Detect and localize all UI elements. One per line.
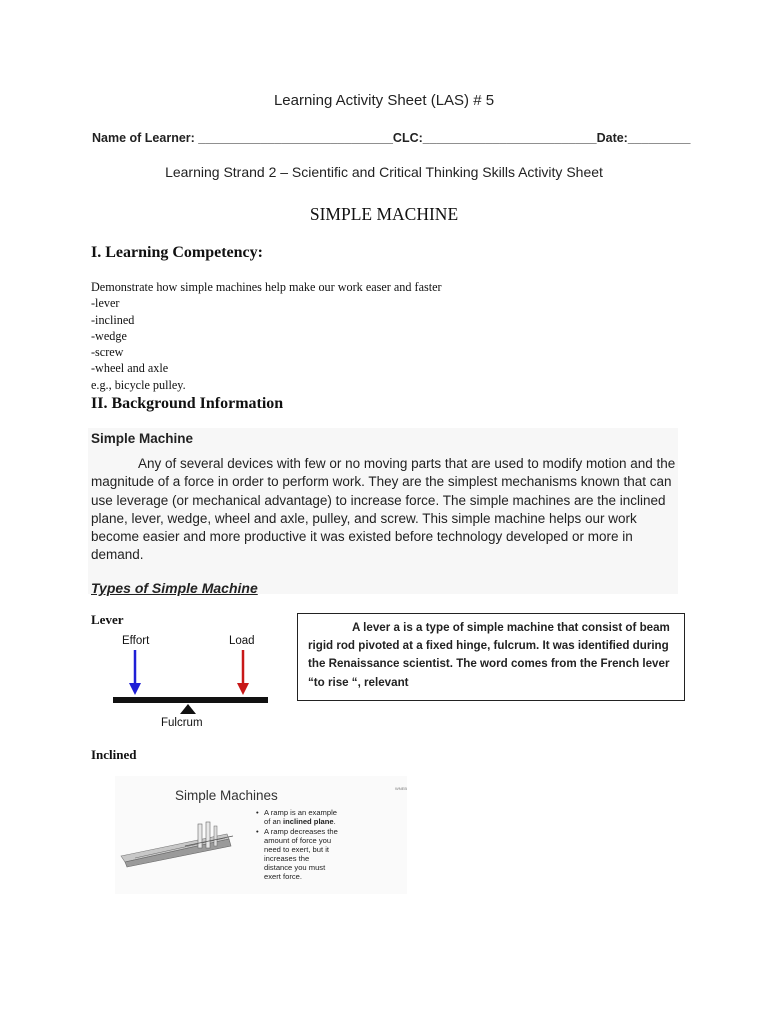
lever-label: Lever bbox=[91, 612, 124, 627]
section-heading-competency: I. Learning Competency: bbox=[91, 244, 263, 261]
ramp-bullet-line: distance you must bbox=[264, 863, 326, 872]
competency-line: -inclined bbox=[91, 312, 135, 327]
load-arrow bbox=[237, 650, 249, 695]
ramp-illustration bbox=[121, 822, 233, 867]
bullet-dot: • bbox=[256, 808, 259, 817]
bullet-dot: • bbox=[256, 827, 259, 836]
simple-machine-heading: Simple Machine bbox=[91, 431, 194, 446]
main-title: SIMPLE MACHINE bbox=[309, 204, 459, 224]
ramp-bullet-line: exert force. bbox=[264, 872, 302, 881]
section-heading-background: II. Background Information bbox=[91, 395, 284, 412]
lever-description: A lever a is a type of simple machine that consist of beam rigid rod pivoted at a fixed hinge, fulcrum. It was identified during the Renaissance scientist. The word comes from the French lever “to rise “, relevant bbox=[308, 621, 670, 689]
competency-list bbox=[91, 279, 442, 393]
competency-line: -wheel and axle bbox=[91, 361, 169, 376]
lever-description-box bbox=[297, 613, 685, 701]
effort-label: Effort bbox=[122, 635, 150, 647]
competency-line: Demonstrate how simple machines help make our work easer and faster bbox=[91, 280, 442, 294]
types-heading: Types of Simple Machine bbox=[91, 580, 258, 596]
load-label: Load bbox=[229, 635, 255, 647]
ramp-bullet-line: need to exert, but it bbox=[264, 845, 330, 854]
ramp-bullet-line: increases the bbox=[264, 854, 310, 863]
lever-diagram bbox=[100, 628, 300, 736]
lever-beam bbox=[113, 697, 268, 703]
competency-line: e.g., bicycle pulley. bbox=[91, 377, 186, 392]
competency-line: -wedge bbox=[91, 328, 127, 343]
ramp-bullet-line: amount of force you bbox=[264, 836, 332, 845]
inclined-plane-image bbox=[115, 776, 407, 894]
ramp-bullet-line: of an inclined plane. bbox=[264, 817, 336, 826]
fulcrum-label: Fulcrum bbox=[161, 717, 203, 729]
learner-info-line: Name of Learner: ____________________________CLC:_________________________Date:_________ bbox=[92, 131, 691, 145]
inclined-label: Inclined bbox=[91, 747, 137, 762]
simple-machine-paragraph: Any of several devices with few or no moving parts that are used to modify motion and the magnitude of a force in order to perform work. They are the simplest mechanisms known that can use leverage (or mechanical advantage) to increase force. The simple machines are the inclined plane, lever, wedge, wheel and axle, pulley, and screw. This simple machine helps our work become easier and more productive it was existed before technology developed or more in demand. bbox=[91, 456, 676, 563]
image-corner-text: WNEB bbox=[395, 786, 407, 791]
competency-line: -screw bbox=[91, 345, 124, 360]
fulcrum-triangle bbox=[180, 704, 196, 714]
worksheet-title: Learning Activity Sheet (LAS) # 5 bbox=[273, 92, 495, 109]
image-title: Simple Machines bbox=[175, 788, 278, 803]
ramp-bullet-line: A ramp decreases the bbox=[264, 827, 338, 836]
ramp-bullet-line: A ramp is an example bbox=[264, 808, 338, 817]
competency-line: -lever bbox=[91, 296, 120, 311]
effort-arrow bbox=[129, 650, 141, 695]
learning-strand: Learning Strand 2 – Scientific and Critical Thinking Skills Activity Sheet bbox=[165, 164, 603, 180]
